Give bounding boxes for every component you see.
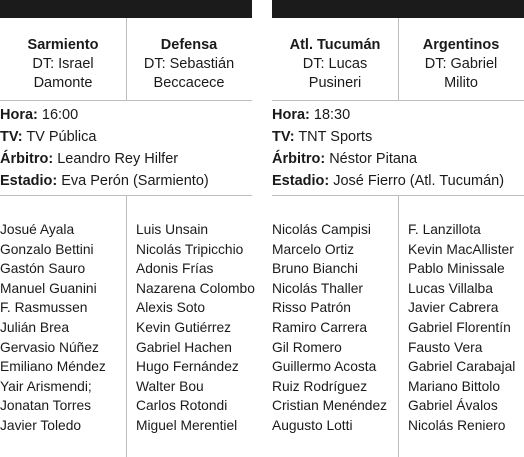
player: Carlos Rotondi [136,398,228,414]
player: Gabriel Florentín [408,319,511,335]
tv-value: TNT Sports [294,129,373,145]
time-row [0,104,252,126]
player: Jonatan Torres [0,398,92,414]
player: Gabriel Ávalos [408,398,498,414]
home-lineup [0,220,106,436]
referee-row [0,148,252,170]
player: Lucas Villalba [408,280,493,296]
player: Mariano Bittolo [408,378,501,394]
player: Manuel Guanini [0,280,97,296]
referee-row [272,148,524,170]
player: F. Rasmussen [0,300,88,316]
player: Kevin MacAllister [408,241,514,257]
away-coach-line-1: DT: Sebastián [143,56,235,72]
home-lineup [272,220,387,436]
time-label: Hora: [272,107,310,123]
home-coach-line-1: DT: Lucas [302,56,368,72]
away-team-name: Defensa [160,37,218,53]
player: Kevin Gutiérrez [136,319,232,335]
stadium-row [272,170,524,192]
player: Nazarena Colombo [136,280,255,296]
player: Risso Patrón [272,300,351,316]
away-lineup [408,220,515,436]
tv-row [272,126,524,148]
player: Augusto Lotti [272,417,353,433]
player: Hugo Fernández [136,359,239,375]
home-team [272,18,398,100]
player: Walter Bou [136,378,204,394]
away-coach-line-2: Beccacece [153,75,225,91]
away-coach-line-2: Milito [444,75,478,91]
divider [126,18,127,100]
player: Gervasio Núñez [0,339,99,355]
tv-value: TV Pública [22,129,97,145]
home-team-name: Atl. Tucumán [289,37,381,53]
divider [126,195,127,457]
referee-value: Leandro Rey Hilfer [53,151,179,167]
player: Gil Romero [272,339,342,355]
player: Fausto Vera [408,339,483,355]
away-lineup [136,220,255,436]
player: Nicolás Campisi [272,222,371,237]
player: Gabriel Hachen [136,339,232,355]
home-team-name: Sarmiento [27,37,99,53]
player: Josué Ayala [0,222,75,237]
stadium-value: José Fierro (Atl. Tucumán) [329,173,505,189]
referee-label: Árbitro: [0,151,54,167]
time-value: 16:00 [37,107,79,123]
match-card-1 [0,0,255,457]
stadium-value: Eva Perón (Sarmiento) [57,173,209,189]
player: Adonis Frías [136,261,214,277]
player: Javier Toledo [0,417,82,433]
time-row [272,104,524,126]
divider [272,100,524,101]
player: Javier Cabrera [408,300,499,316]
divider [398,18,399,100]
player: Nicolás Reniero [408,417,506,433]
header-bar [0,0,252,18]
player: Miguel Merentiel [136,417,238,433]
away-team [126,18,252,100]
match-card-2 [272,0,524,457]
player: Ruiz Rodríguez [272,378,368,394]
home-coach-line-2: Damonte [33,75,93,91]
match-info [272,104,524,192]
player: Emiliano Méndez [0,359,106,375]
stadium-row [0,170,252,192]
player: Gabriel Carabajal [408,359,516,375]
header-bar [272,0,524,18]
home-team [0,18,126,100]
referee-label: Árbitro: [272,151,326,167]
stadium-label: Estadio: [272,173,330,189]
match-info [0,104,252,192]
referee-value: Néstor Pitana [325,151,418,167]
away-team-name: Argentinos [422,37,500,53]
player: Nicolás Thaller [272,280,363,296]
stadium-label: Estadio: [0,173,58,189]
divider [0,100,252,101]
player: F. Lanzillota [408,222,481,237]
player: Julián Brea [0,319,70,335]
player: Marcelo Ortiz [272,241,355,257]
player: Guillermo Acosta [272,359,377,375]
tv-row [0,126,252,148]
player: Ramiro Carrera [272,319,368,335]
away-coach-line-1: DT: Gabriel [424,56,498,72]
time-label: Hora: [0,107,38,123]
tv-label: TV: [0,129,23,145]
player: Gastón Sauro [0,261,86,277]
home-coach-line-1: DT: Israel [32,56,94,72]
player: Alexis Soto [136,300,206,316]
home-coach-line-2: Pusineri [308,75,362,91]
player: Bruno Bianchi [272,261,358,277]
player: Nicolás Tripicchio [136,241,244,257]
time-value: 18:30 [309,107,351,123]
tv-label: TV: [272,129,295,145]
player: Yair Arismendi; [0,378,92,394]
away-team [398,18,524,100]
divider [398,195,399,457]
player: Cristian Menéndez [272,398,388,414]
player: Pablo Minissale [408,261,505,277]
player: Gonzalo Bettini [0,241,94,257]
player: Luis Unsain [136,222,209,237]
